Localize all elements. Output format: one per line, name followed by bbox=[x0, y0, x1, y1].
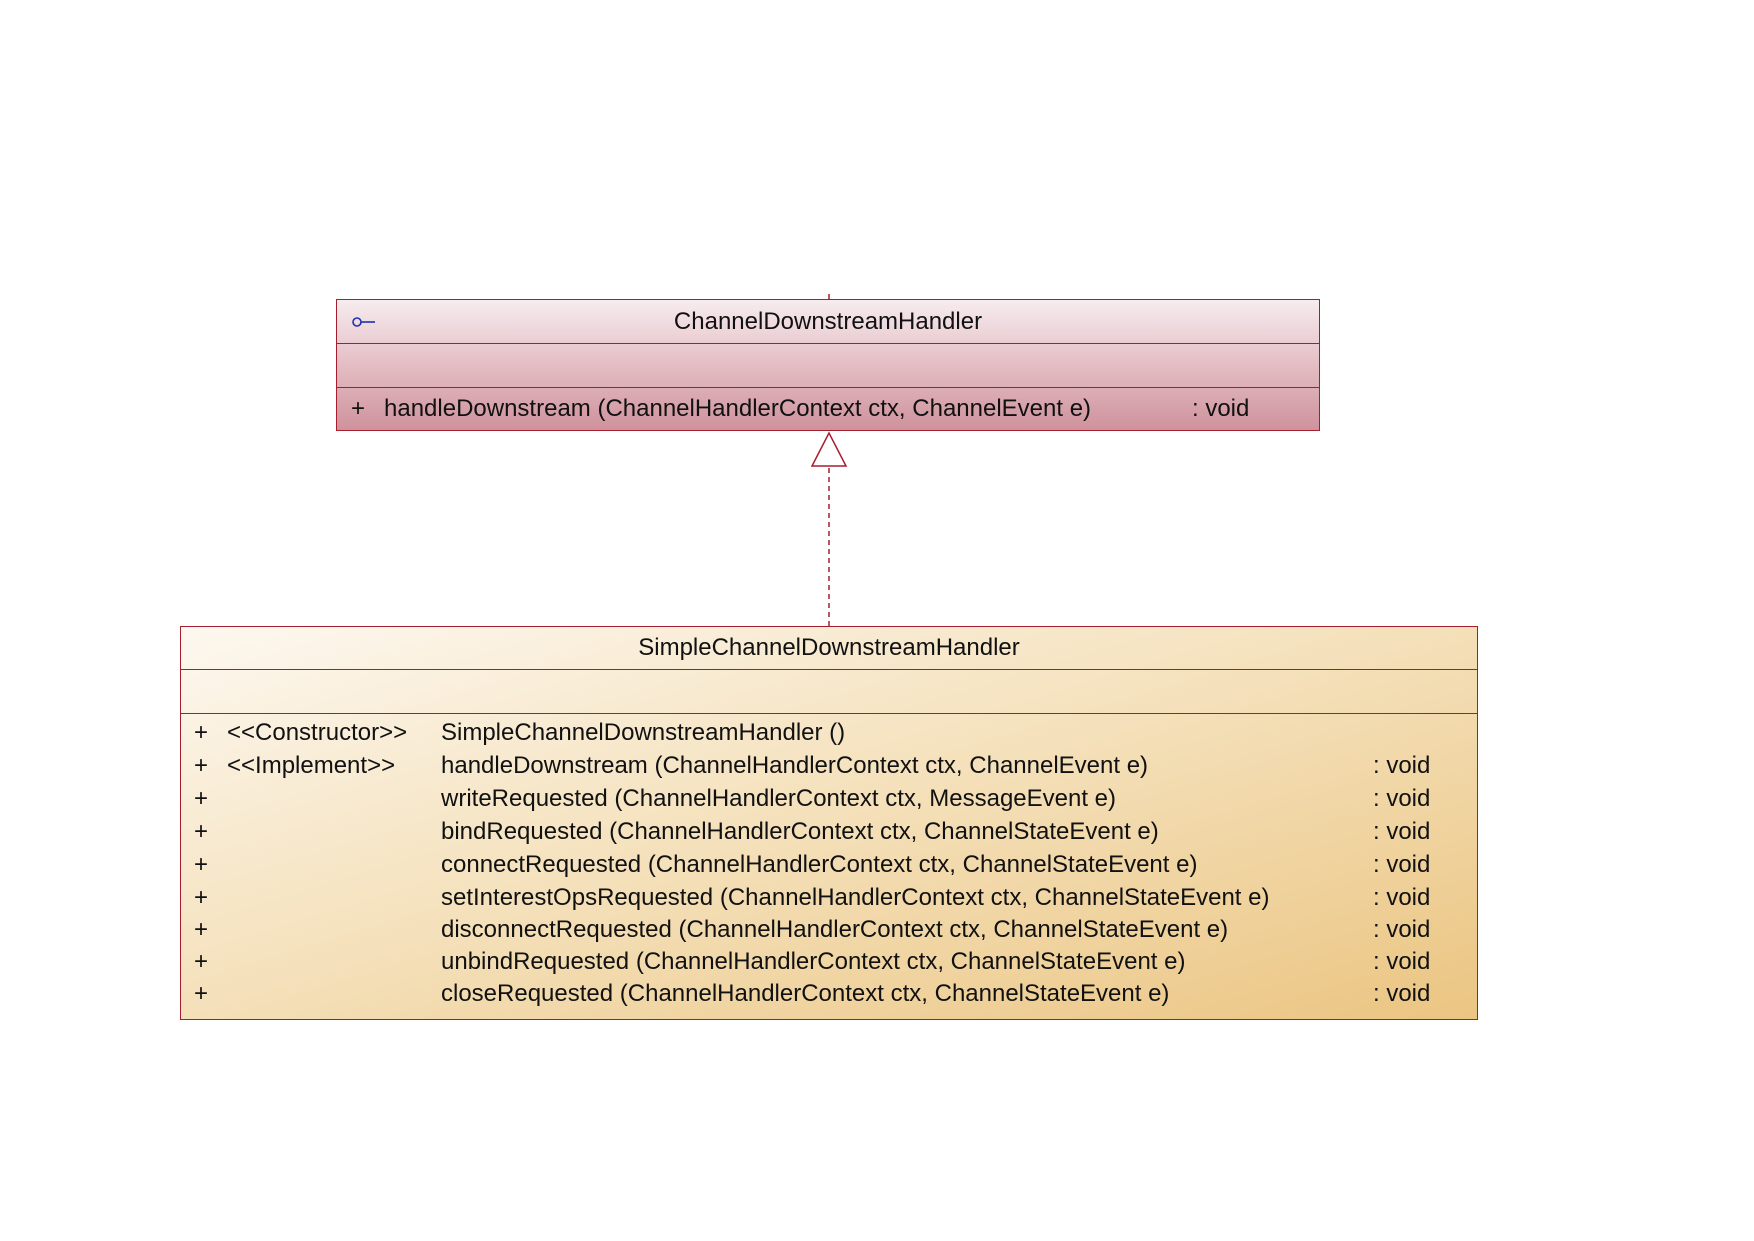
class-operation-row[interactable] bbox=[181, 977, 1477, 1010]
operation-return-type: : void bbox=[1373, 884, 1431, 911]
operation-stereotype: <<Constructor>> bbox=[227, 719, 408, 746]
operation-signature: connectRequested (ChannelHandlerContext ctx, ChannelStateEvent e) bbox=[441, 851, 1198, 878]
interface-operation-row[interactable] bbox=[337, 392, 1319, 425]
class-operation-row[interactable] bbox=[181, 716, 1477, 749]
operation-return-type: : void bbox=[1373, 851, 1431, 878]
class-name-compartment bbox=[181, 627, 1477, 670]
operation-visibility: + bbox=[194, 948, 209, 975]
operation-visibility: + bbox=[194, 818, 209, 845]
operation-signature: SimpleChannelDownstreamHandler () bbox=[441, 719, 846, 746]
class-operation-row[interactable] bbox=[181, 881, 1477, 914]
class-operation-row[interactable] bbox=[181, 848, 1477, 881]
operation-return-type: : void bbox=[1373, 980, 1431, 1007]
operation-return-type: : void bbox=[1373, 948, 1431, 975]
operation-signature: handleDownstream (ChannelHandlerContext ctx, ChannelEvent e) bbox=[384, 395, 1092, 422]
realization-arrowhead-icon bbox=[812, 433, 846, 466]
interface-name: ChannelDownstreamHandler bbox=[673, 307, 983, 335]
operation-visibility: + bbox=[194, 884, 209, 911]
interface-attributes-compartment bbox=[337, 344, 1319, 388]
operation-signature: closeRequested (ChannelHandlerContext ctx, ChannelStateEvent e) bbox=[441, 980, 1170, 1007]
operation-return-type: : void bbox=[1373, 752, 1431, 779]
operation-signature: handleDownstream (ChannelHandlerContext ctx, ChannelEvent e) bbox=[441, 752, 1149, 779]
operation-signature: writeRequested (ChannelHandlerContext ctx, MessageEvent e) bbox=[441, 785, 1117, 812]
operation-visibility: + bbox=[194, 719, 209, 746]
interface-box[interactable] bbox=[336, 299, 1320, 431]
interface-name-compartment bbox=[337, 300, 1319, 344]
operation-visibility: + bbox=[351, 395, 366, 422]
operation-visibility: + bbox=[194, 980, 209, 1007]
operation-return-type: : void bbox=[1373, 916, 1431, 943]
operation-visibility: + bbox=[194, 752, 209, 779]
operation-visibility: + bbox=[194, 851, 209, 878]
operation-visibility: + bbox=[194, 785, 209, 812]
class-operation-row[interactable] bbox=[181, 782, 1477, 815]
class-operation-row[interactable] bbox=[181, 945, 1477, 978]
class-operation-row[interactable] bbox=[181, 749, 1477, 782]
operation-stereotype: <<Implement>> bbox=[227, 752, 396, 779]
operation-signature: setInterestOpsRequested (ChannelHandlerContext ctx, ChannelStateEvent e) bbox=[441, 884, 1270, 911]
class-operation-row[interactable] bbox=[181, 913, 1477, 946]
class-operations-compartment bbox=[181, 714, 1477, 1018]
operation-return-type: : void bbox=[1192, 395, 1250, 422]
operation-return-type: : void bbox=[1373, 785, 1431, 812]
class-box[interactable] bbox=[180, 626, 1478, 1020]
operation-visibility: + bbox=[194, 916, 209, 943]
class-name: SimpleChannelDownstreamHandler bbox=[638, 634, 1020, 661]
class-operation-row[interactable] bbox=[181, 815, 1477, 848]
interface-operations-compartment bbox=[337, 388, 1319, 429]
operation-signature: unbindRequested (ChannelHandlerContext ctx, ChannelStateEvent e) bbox=[441, 948, 1186, 975]
class-attributes-compartment bbox=[181, 670, 1477, 714]
operation-signature: bindRequested (ChannelHandlerContext ctx, ChannelStateEvent e) bbox=[441, 818, 1159, 845]
operation-return-type: : void bbox=[1373, 818, 1431, 845]
operation-signature: disconnectRequested (ChannelHandlerContext ctx, ChannelStateEvent e) bbox=[441, 916, 1229, 943]
